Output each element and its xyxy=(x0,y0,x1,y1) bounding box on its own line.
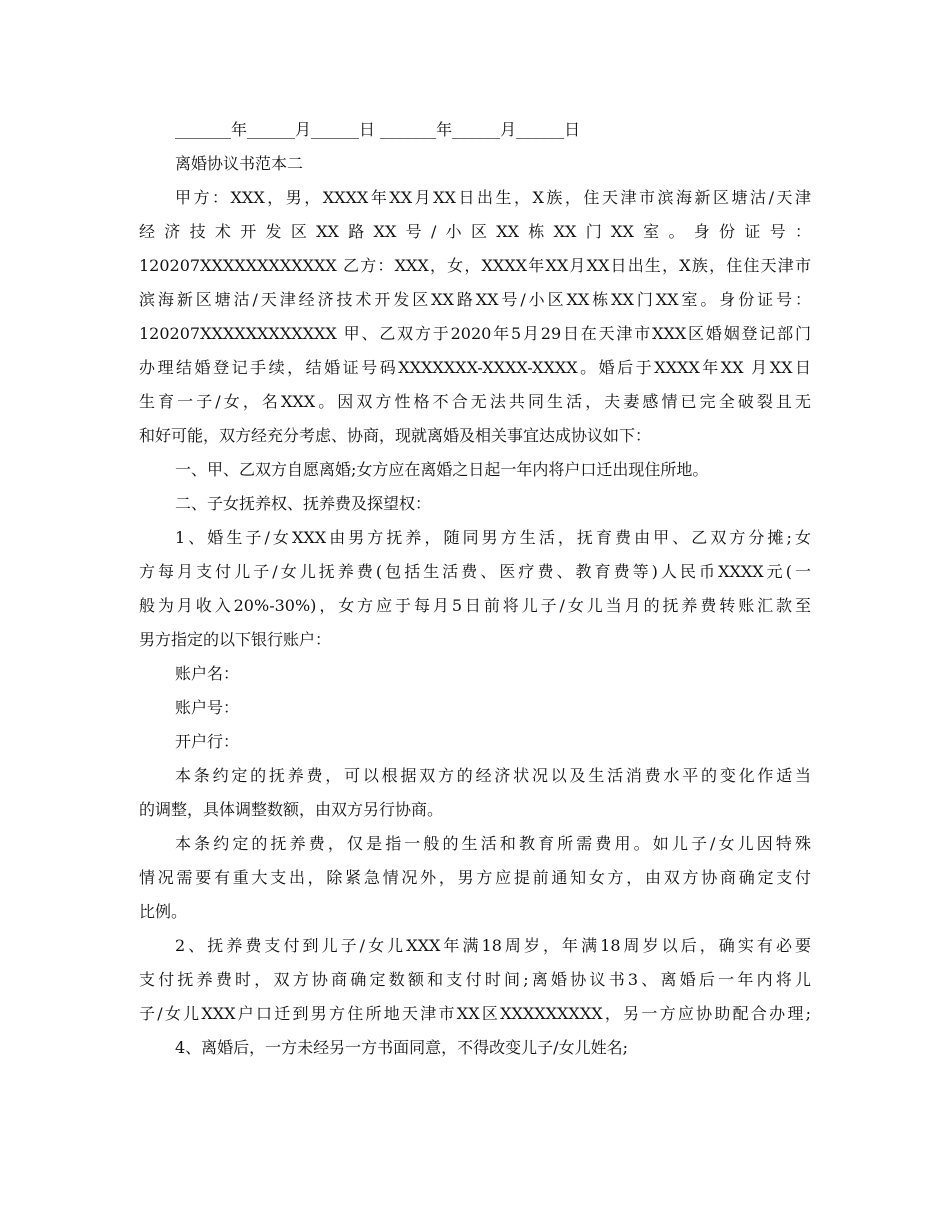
bank-label: 开户行： xyxy=(175,732,240,751)
text-line: 支付抚养费时，双方协商确定数额和支付时间;离婚协议书3、离婚后一年内将儿 xyxy=(139,970,811,989)
general-expense-paragraph xyxy=(139,827,811,929)
text-line: 的调整，具体调整数额，由双方另行协商。 xyxy=(139,800,444,819)
text-line: 1、婚生子/女XXX由男方抚养，随同男方生活，抚育费由甲、乙双方分摊;女 xyxy=(175,528,811,547)
document-body xyxy=(139,0,811,1065)
document-title: 离婚协议书范本二 xyxy=(175,154,304,173)
text-line: 男方指定的以下银行账户： xyxy=(139,630,332,649)
text-line: 生育一子/女，名XXX。因双方性格不合无法共同生活，夫妻感情已完全破裂且无 xyxy=(139,392,811,411)
text-line: 方每月支付儿子/女儿抚养费(包括生活费、医疗费、教育费等)人民币XXXX元(一 xyxy=(139,562,811,581)
text-line: 般为月收入20%-30%)，女方应于每月5日前将儿子/女儿当月的抚养费转账汇款至 xyxy=(139,596,811,615)
account-number-label: 账户号： xyxy=(175,698,240,717)
text-line: 本条约定的抚养费，仅是指一般的生活和教育所需费用。如儿子/女儿因特殊 xyxy=(175,834,811,853)
text-line: 比例。 xyxy=(139,902,188,921)
item-1-paragraph xyxy=(139,521,811,657)
text-line: 甲方：XXX，男，XXXX年XX月XX日出生，X族，住天津市滨海新区塘沽/天津 xyxy=(175,188,811,207)
text-line: 2、抚养费支付到儿子/女儿XXX年满18周岁，年满18周岁以后，确实有必要 xyxy=(175,936,811,955)
account-name-label: 账户名： xyxy=(175,664,240,683)
item-4: 4、离婚后，一方未经另一方书面同意，不得改变儿子/女儿姓名; xyxy=(175,1038,628,1057)
adjust-paragraph xyxy=(139,759,811,827)
text-line: 办理结婚登记手续，结婚证号码XXXXXXX-XXXX-XXXX。婚后于XXXX年XX 月XX日 xyxy=(139,358,811,377)
intro-paragraph xyxy=(139,181,811,453)
clause-1: 一、甲、乙双方自愿离婚;女方应在离婚之日起一年内将户口迁出现住所地。 xyxy=(175,460,709,479)
text-line: 滨海新区塘沽/天津经济技术开发区XX路XX号/小区XX栋XX门XX室。身份证号： xyxy=(139,290,811,309)
text-line: 子/女儿XXX户口迁到男方住所地天津市XX区XXXXXXXXX，另一方应协助配合办理; xyxy=(139,1004,811,1023)
date-line: _______年______月______日 _______年______月______日 xyxy=(175,120,581,139)
text-line: 120207XXXXXXXXXXXX 乙方：XXX，女，XXXX年XX月XX日出生，X族，住住天津市 xyxy=(139,256,811,275)
text-line: 本条约定的抚养费，可以根据双方的经济状况以及生活消费水平的变化作适当 xyxy=(175,766,811,785)
clause-2-heading: 二、子女抚养权、抚养费及探望权： xyxy=(175,494,432,513)
text-line: 经济技术开发区XX路XX号/小区XX栋XX门XX室。身份证号： xyxy=(139,222,811,241)
text-line: 和好可能，双方经充分考虑、协商，现就离婚及相关事宜达成协议如下： xyxy=(139,426,652,445)
item-2-paragraph xyxy=(139,929,811,1031)
text-line: 情况需要有重大支出，除紧急情况外，男方应提前通知女方，由双方协商确定支付 xyxy=(139,868,811,887)
text-line: 120207XXXXXXXXXXXX 甲、乙双方于2020年5月29日在天津市XXX区婚姻登记部门 xyxy=(139,324,811,343)
